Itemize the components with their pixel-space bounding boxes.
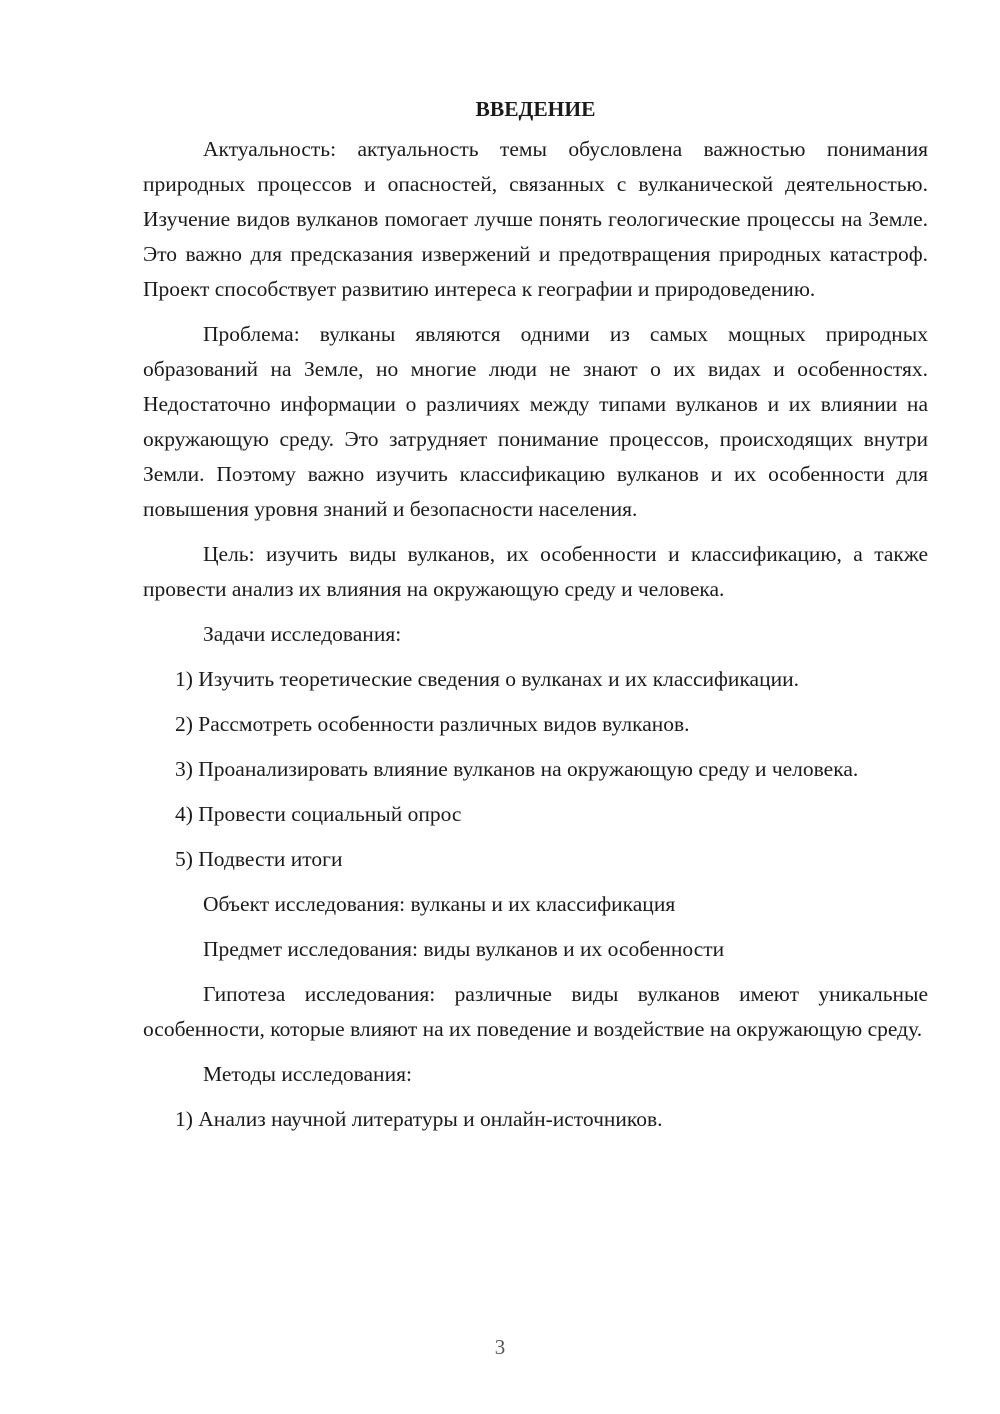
task-item: 5) Подвести итоги (175, 847, 343, 871)
methods-heading: Методы исследования: (203, 1062, 412, 1086)
tasks-heading: Задачи исследования: (203, 622, 402, 646)
paragraph-hypothesis: Гипотеза исследования: различные виды вулканов имеют уникальные особенности, которые влияют на их поведение и воздействие на окружающую среду. (143, 982, 928, 1041)
method-item: 1) Анализ научной литературы и онлайн-источников. (175, 1107, 663, 1131)
task-item: 4) Провести социальный опрос (175, 802, 462, 826)
section-title: ВВЕДЕНИЕ (475, 97, 596, 121)
task-item: 1) Изучить теоретические сведения о вулканах и их классификации. (175, 667, 799, 691)
paragraph-relevance: Актуальность: актуальность темы обусловлена важностью понимания природных процессов и опасностей, связанных с вулканической деятельностью. Изучение видов вулканов помогает лучше понять геологические процессы на Земле. Это важно для предсказания извержений и предотвращения природных катастроф. Проект способствует развитию интереса к географии и природоведению. (143, 137, 928, 301)
task-item: 2) Рассмотреть особенности различных видов вулканов. (175, 712, 690, 736)
paragraph-object: Объект исследования: вулканы и их классификация (203, 892, 676, 916)
page-content (143, 92, 928, 1137)
page-number: 3 (494, 1335, 506, 1359)
paragraph-problem: Проблема: вулканы являются одними из самых мощных природных образований на Земле, но многие люди не знают о их видах и особенностях. Недостаточно информации о различиях между типами вулканов и их влиянии на окружающую среду. Это затрудняет понимание процессов, происходящих внутри Земли. Поэтому важно изучить классификацию вулканов и их особенности для повышения уровня знаний и безопасности населения. (143, 322, 928, 521)
paragraph-goal: Цель: изучить виды вулканов, их особенности и классификацию, а также провести анализ их влияния на окружающую среду и человека. (143, 542, 928, 601)
task-item: 3) Проанализировать влияние вулканов на окружающую среду и человека. (175, 757, 859, 781)
paragraph-subject: Предмет исследования: виды вулканов и их особенности (203, 937, 725, 961)
